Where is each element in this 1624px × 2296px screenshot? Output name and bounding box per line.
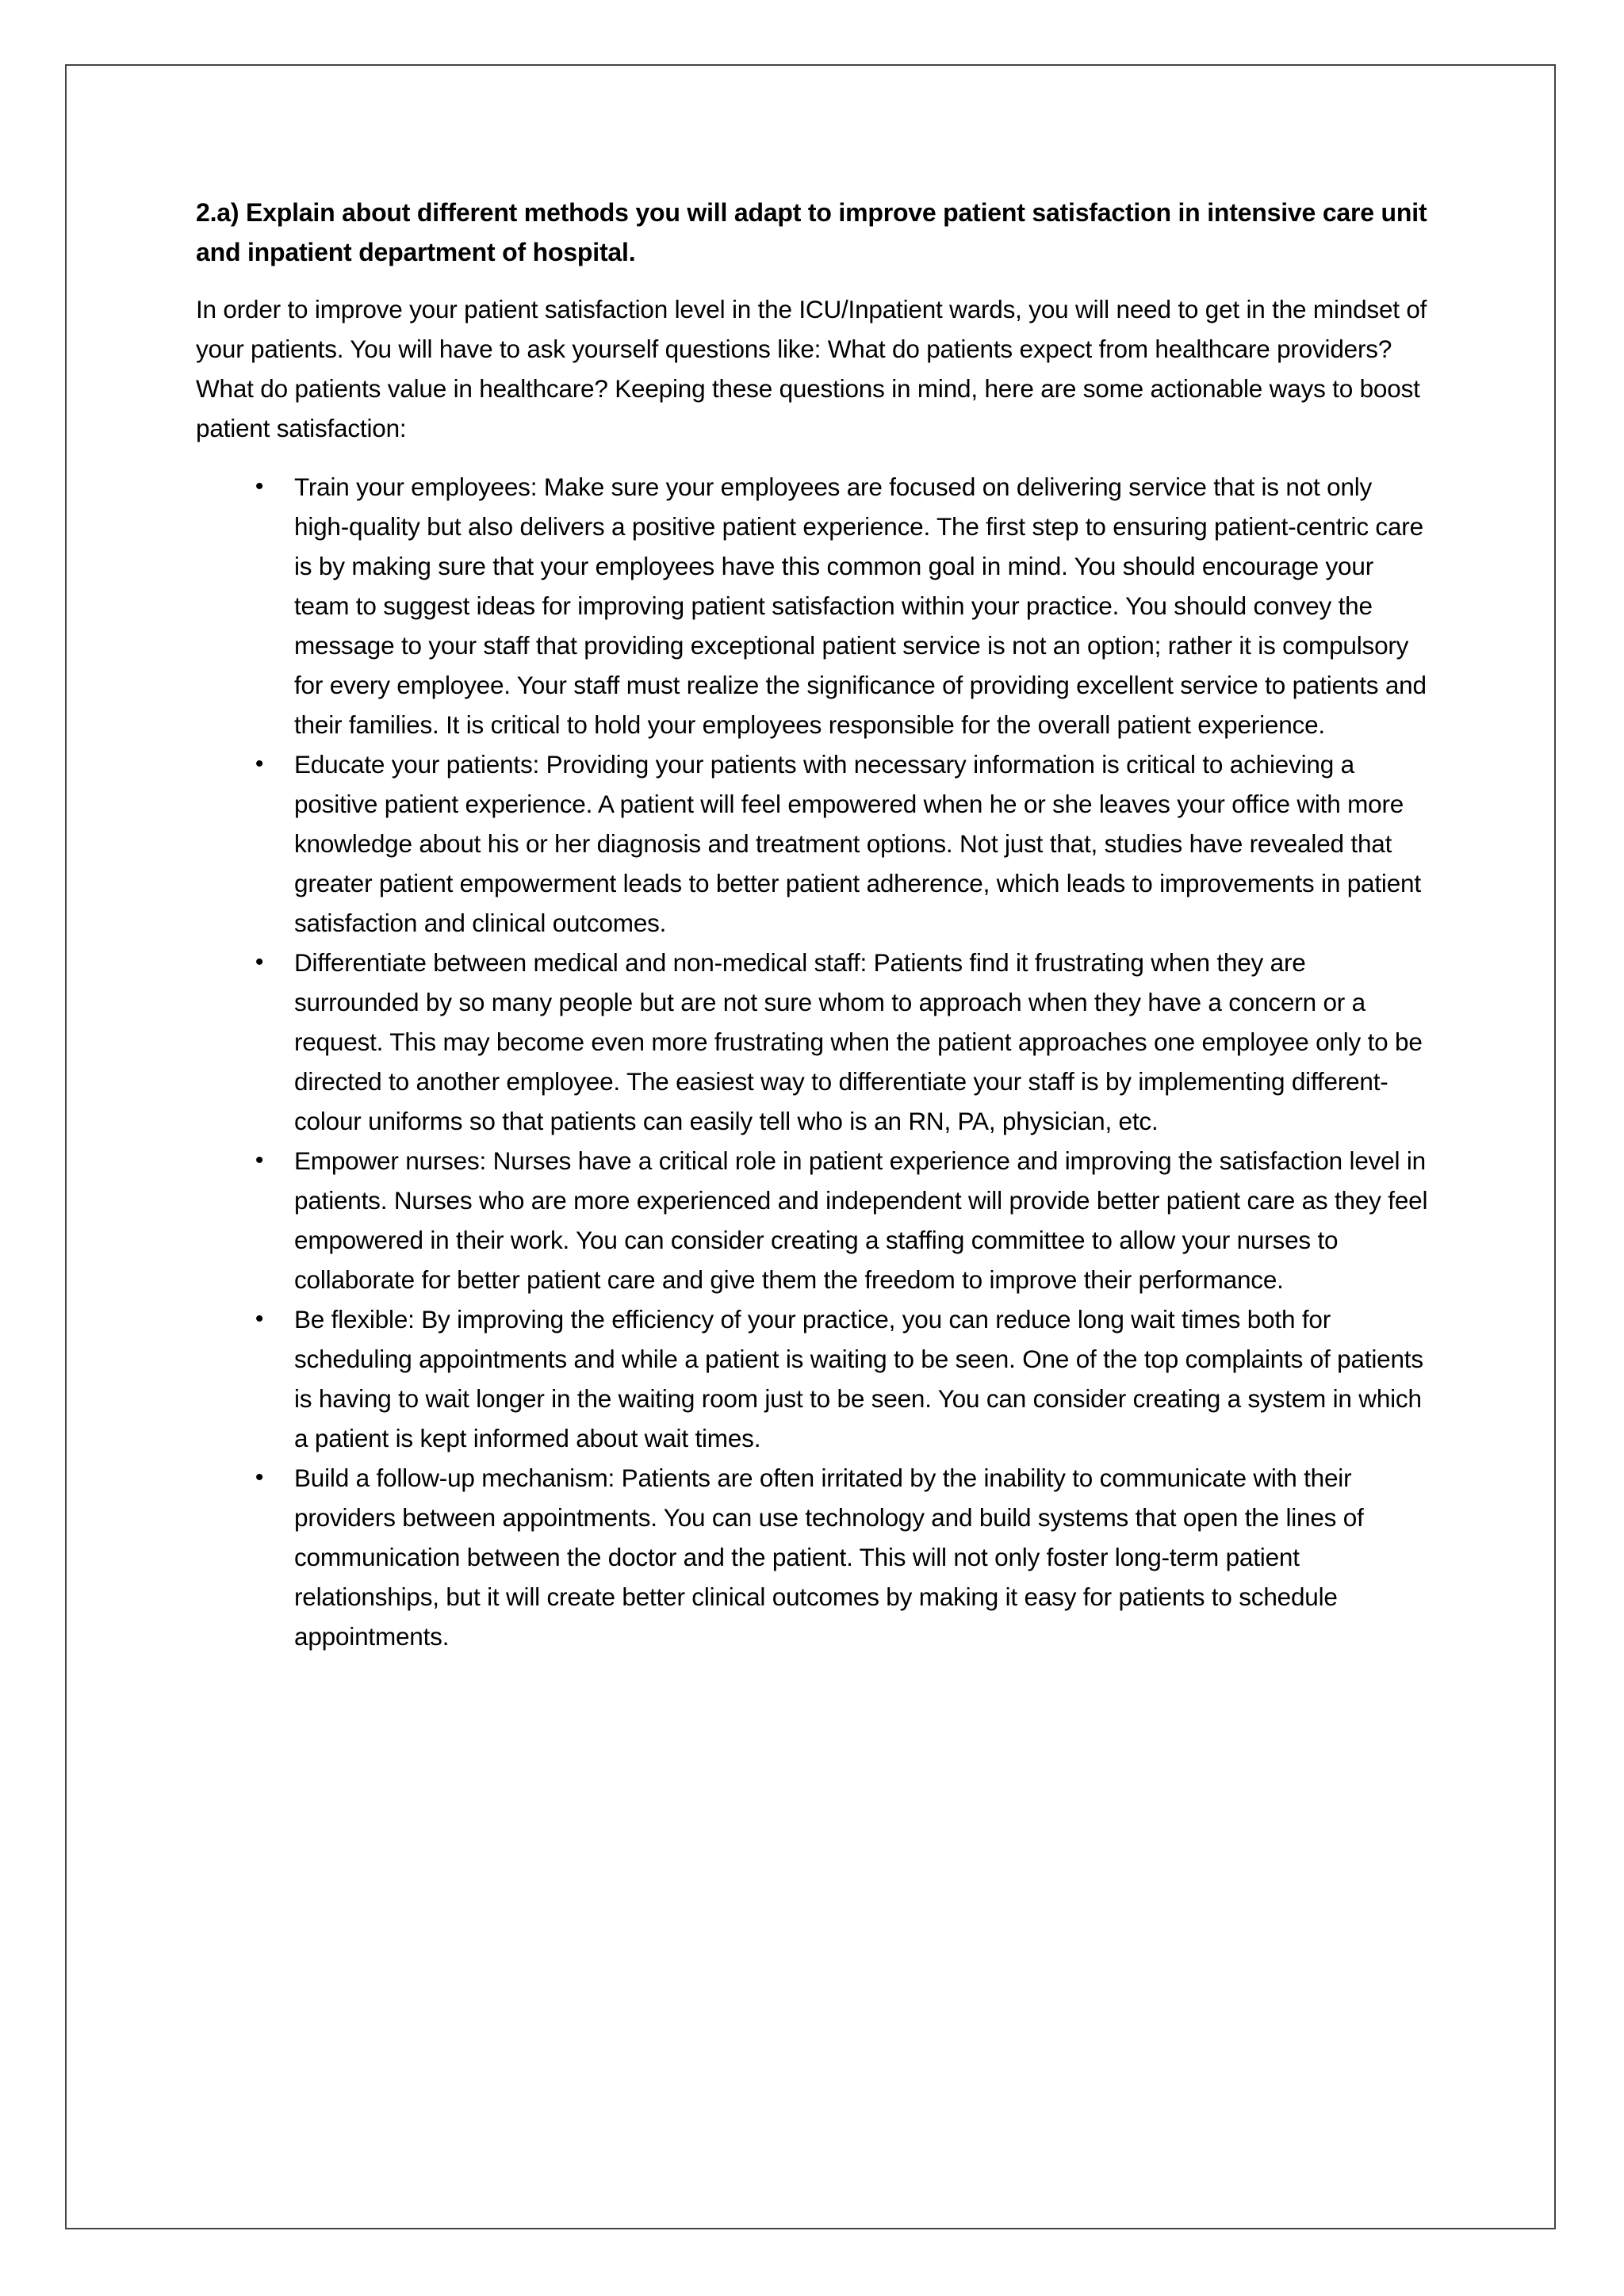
list-item <box>196 1458 1433 1656</box>
list-item <box>196 943 1433 1141</box>
list-item-text: Build a follow-up mechanism: Patients are often irritated by the inability to communicate with their providers between appointments. You can use technology and build systems that open the lines of communication between the doctor and the patient. This will not only foster long-term patient relationships, but it will create better clinical outcomes by making it easy for patients to schedule appointments. <box>294 1464 1364 1651</box>
list-item-text: Train your employees: Make sure your employees are focused on delivering service that is not only high-quality but also delivers a positive patient experience. The first step to ensuring patient-centric care is by making sure that your employees have this common goal in mind. You should encourage your team to suggest ideas for improving patient satisfaction within your practice. You should convey the message to your staff that providing exceptional patient service is not an option; rather it is compulsory for every employee. Your staff must realize the significance of providing excellent service to patients and their families. It is critical to hold your employees responsible for the overall patient experience. <box>294 473 1427 739</box>
methods-list <box>196 467 1433 1656</box>
bullet-icon: • <box>255 1464 264 1490</box>
bullet-icon: • <box>255 1306 264 1332</box>
list-item-text: Educate your patients: Providing your patients with necessary information is critical to achieving a positive patient experience. A patient will feel empowered when he or she leaves your office with more knowledge about his or her diagnosis and treatment options. Not just that, studies have revealed that greater patient empowerment leads to better patient adherence, which leads to improvements in patient satisfaction and clinical outcomes. <box>294 750 1421 937</box>
list-item-text: Differentiate between medical and non-medical staff: Patients find it frustrating when they are surrounded by so many people but are not sure whom to approach when they have a concern or a request. This may become even more frustrating when the patient approaches one employee only to be directed to another employee. The easiest way to differentiate your staff is by implementing different-colour uniforms so that patients can easily tell who is an RN, PA, physician, etc. <box>294 948 1423 1135</box>
list-item <box>196 1299 1433 1458</box>
list-item-text: Be flexible: By improving the efficiency of your practice, you can reduce long wait times both for scheduling appointments and while a patient is waiting to be seen. One of the top complaints of patients is having to wait longer in the waiting room just to be seen. You can consider creating a system in which a patient is kept informed about wait times. <box>294 1305 1423 1452</box>
list-item-text: Empower nurses: Nurses have a critical role in patient experience and improving the satisfaction level in patients. Nurses who are more experienced and independent will provide better patient care as they feel empowered in their work. You can consider creating a staffing committee to allow your nurses to collaborate for better patient care and give them the freedom to improve their performance. <box>294 1146 1428 1294</box>
list-item <box>196 467 1433 744</box>
bullet-icon: • <box>255 473 264 499</box>
list-item <box>196 1141 1433 1299</box>
document-content <box>196 193 1433 1656</box>
bullet-icon: • <box>255 751 264 777</box>
list-item <box>196 744 1433 943</box>
bullet-icon: • <box>255 1147 264 1173</box>
bullet-icon: • <box>255 949 264 975</box>
intro-paragraph: In order to improve your patient satisfaction level in the ICU/Inpatient wards, you will need to get in the mindset of your patients. You will have to ask yourself questions like: What do patients expect from healthcare providers? What do patients value in healthcare? Keeping these questions in mind, here are some actionable ways to boost patient satisfaction: <box>196 295 1427 442</box>
question-heading: 2.a) Explain about different methods you will adapt to improve patient satisfaction in intensive care unit and inpatient department of hospital. <box>196 198 1427 266</box>
